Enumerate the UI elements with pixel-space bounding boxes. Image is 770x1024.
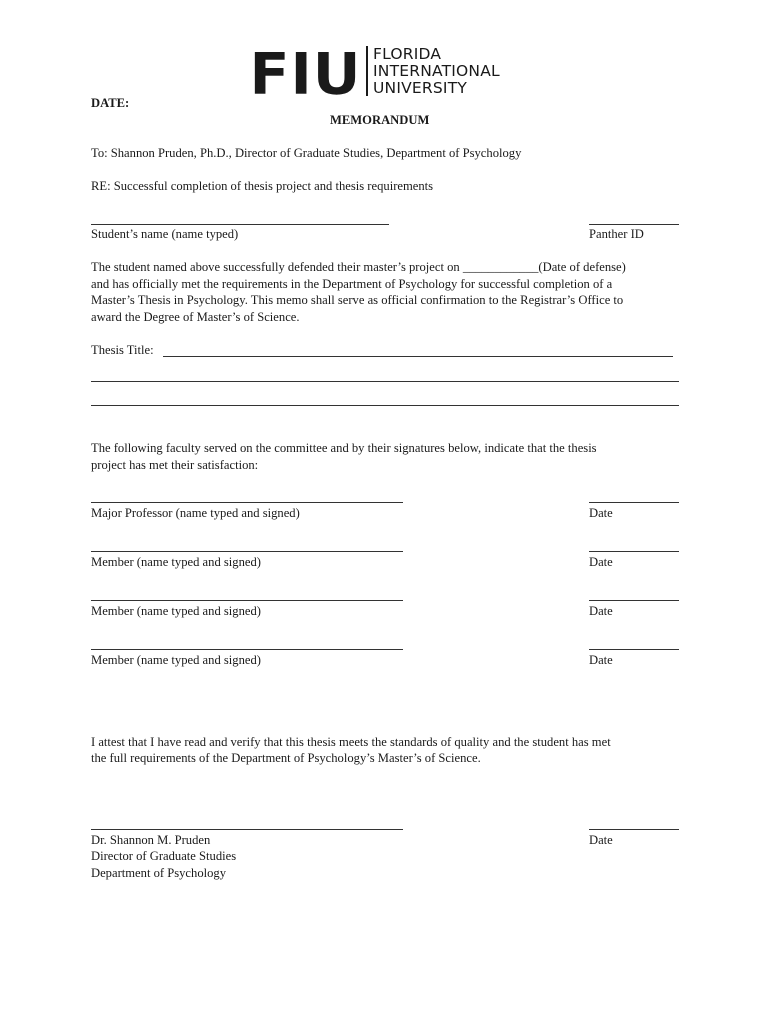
fiu-logo-letters: FIU bbox=[249, 44, 361, 98]
body-line-1: The student named above successfully defended their master’s project on ____________(Date of defense) bbox=[91, 260, 626, 274]
member-1-signature-field[interactable] bbox=[91, 551, 403, 552]
logo-divider bbox=[366, 46, 368, 96]
thesis-title-label: Thesis Title: bbox=[91, 343, 154, 357]
body-line-4: award the Degree of Master’s of Science. bbox=[91, 310, 300, 324]
committee-label-member-3: Member (name typed and signed) bbox=[91, 653, 261, 667]
fiu-logo bbox=[249, 44, 529, 100]
committee-date-label: Date bbox=[589, 653, 613, 667]
director-date-label: Date bbox=[589, 833, 613, 847]
thesis-title-line-2[interactable] bbox=[91, 381, 679, 382]
fiu-logo-mark bbox=[249, 44, 361, 98]
re-line: RE: Successful completion of thesis project and thesis requirements bbox=[91, 179, 434, 193]
faculty-intro-line-1: The following faculty served on the committee and by their signatures below, indicate that the thesis bbox=[91, 441, 597, 455]
body-line-2: and has officially met the requirements in the Department of Psychology for successful completion of a bbox=[91, 277, 613, 291]
panther-id-label: Panther ID bbox=[589, 227, 644, 241]
major-professor-date-field[interactable] bbox=[589, 502, 679, 503]
thesis-title-line-3[interactable] bbox=[91, 405, 679, 406]
student-name-label: Student’s name (name typed) bbox=[91, 227, 239, 241]
student-name-field[interactable] bbox=[91, 224, 389, 225]
panther-id-field[interactable] bbox=[589, 224, 679, 225]
attest-line-1: I attest that I have read and verify that this thesis meets the standards of quality and the student has met bbox=[91, 735, 611, 749]
member-2-signature-field[interactable] bbox=[91, 600, 403, 601]
body-line-3: Master’s Thesis in Psychology. This memo shall serve as official confirmation to the Registrar’s Office to bbox=[91, 293, 624, 307]
committee-label-major-professor: Major Professor (name typed and signed) bbox=[91, 506, 300, 520]
director-date-field[interactable] bbox=[589, 829, 679, 830]
attest-line-2: the full requirements of the Department of Psychology’s Master’s of Science. bbox=[91, 751, 481, 765]
thesis-title-field[interactable] bbox=[163, 356, 673, 357]
director-title: Director of Graduate Studies bbox=[91, 849, 237, 863]
director-signature-field[interactable] bbox=[91, 829, 403, 830]
faculty-intro-line-2: project has met their satisfaction: bbox=[91, 458, 259, 472]
to-line: To: Shannon Pruden, Ph.D., Director of Graduate Studies, Department of Psychology bbox=[91, 146, 522, 160]
committee-date-label: Date bbox=[589, 604, 613, 618]
member-3-signature-field[interactable] bbox=[91, 649, 403, 650]
logo-text-university: UNIVERSITY bbox=[373, 79, 468, 97]
major-professor-signature-field[interactable] bbox=[91, 502, 403, 503]
logo-text-international: INTERNATIONAL bbox=[373, 62, 500, 80]
director-department: Department of Psychology bbox=[91, 866, 227, 880]
committee-label-member-2: Member (name typed and signed) bbox=[91, 604, 261, 618]
member-2-date-field[interactable] bbox=[589, 600, 679, 601]
committee-date-label: Date bbox=[589, 555, 613, 569]
member-1-date-field[interactable] bbox=[589, 551, 679, 552]
committee-label-member-1: Member (name typed and signed) bbox=[91, 555, 261, 569]
member-3-date-field[interactable] bbox=[589, 649, 679, 650]
date-label: DATE: bbox=[91, 96, 130, 110]
memo-heading: MEMORANDUM bbox=[330, 113, 430, 127]
logo-text-florida: FLORIDA bbox=[373, 45, 442, 63]
director-name: Dr. Shannon M. Pruden bbox=[91, 833, 211, 847]
committee-date-label: Date bbox=[589, 506, 613, 520]
